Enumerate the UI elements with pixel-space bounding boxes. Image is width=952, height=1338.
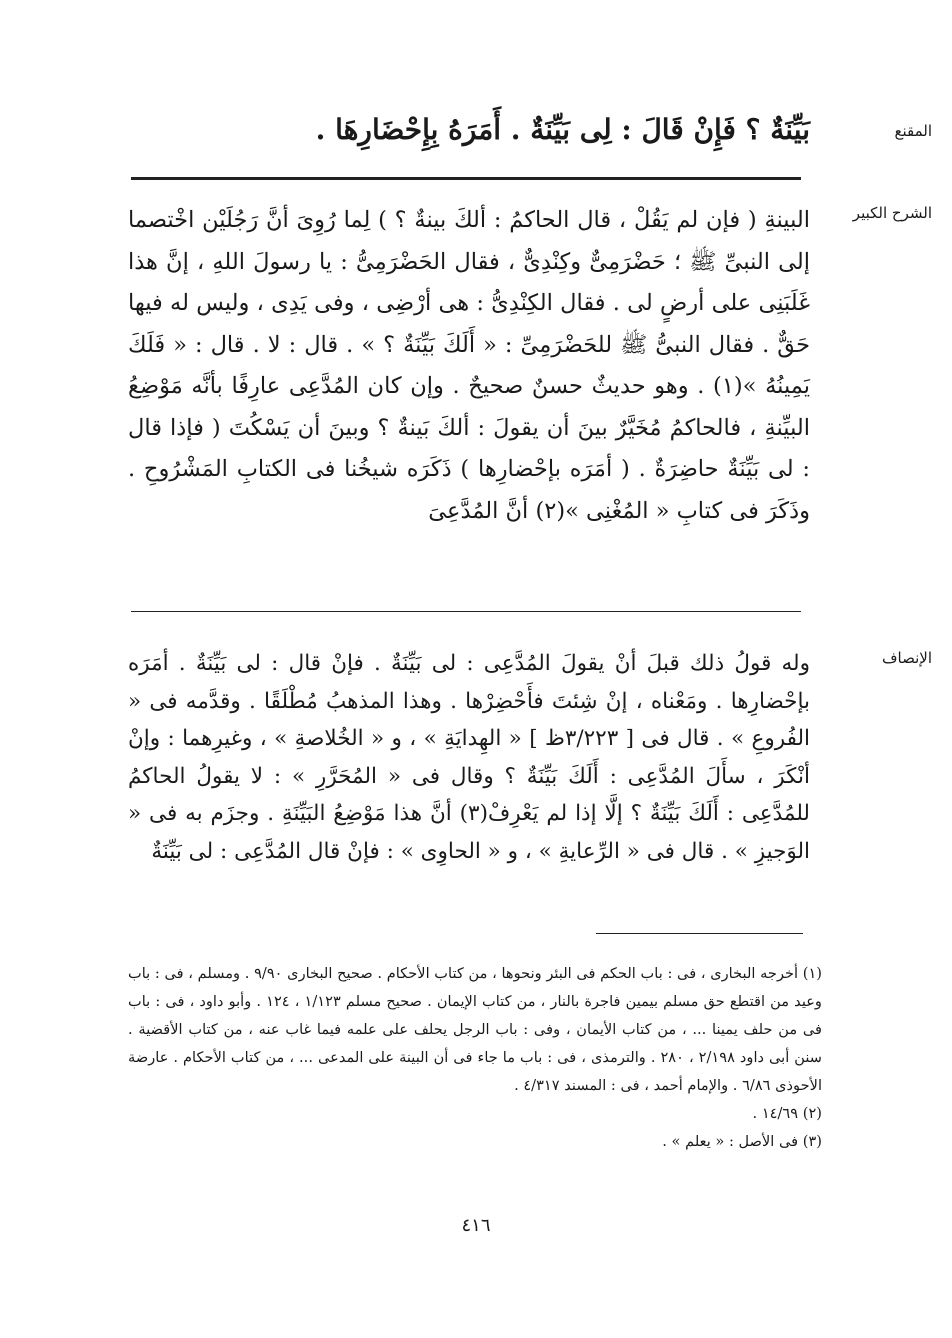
footnote-divider (596, 933, 803, 934)
muqni-text: بَيِّنَةٌ ؟ فَإِنْ قَالَ : لِى بَيِّنَةٌ . أَمَرَهُ بِإِحْضَارِهَا . (315, 113, 810, 146)
insaf-text: وله قولُ ذلك قبلَ أنْ يقولَ المُدَّعِى : لى بَيِّنَةٌ . فإنْ قال : لى بَيِّنَةٌ . أمَرَه بإحْضارِها . ومَعْناه ، إنْ شِئتَ فأَحْضِرْها . وهذا المذهبُ مُطْلَقًا . وقدَّمه فى « الفُروعِ » . قال فى [ ٣/٢٢٣ظ ] « الهِدايَةِ » ، و « الخُلاصةِ » ، وغيرِهما : وإنْ أنْكَرَ ، سأَلَ المُدَّعِى : أَلَكَ بَيِّنَةٌ ؟ وقال فى « المُحَرَّرِ » : لا يقولُ الحاكمُ للمُدَّعِى : أَلَكَ بَيِّنَةٌ ؟ إلَّا إذا لم يَعْرِفْ(٣) أنَّ هذا مَوْضِعُ البَيِّنَةِ . وجزَم به فى « الوَجيزِ » . قال فى « الرِّعايةِ » ، و « الحاوِى » : فإنْ قال المُدَّعِى : لى بَيِّنَةٌ (128, 651, 810, 864)
insaf-label: الإنصاف (881, 649, 932, 667)
section-divider-thick (131, 177, 801, 180)
section-divider (131, 611, 801, 612)
sharh-text: البينةِ ( فإن لم يَقُلْ ، قال الحاكمُ : ألكَ بينةٌ ؟ ) لِما رُوِىَ أنَّ رَجُلَيْن اخْتصما إلى النبىِّ ﷺ ؛ حَضْرَمِىٌّ وكِنْدِىٌّ ، فقال الحَضْرَمِىُّ : يا رسولَ اللهِ ، إنَّ هذا غَلَبَنِى على أرضٍ لى . فقال الكِنْدِىُّ : هى أرْضِى ، وفى يَدِى ، وليس له فيها حَقٌّ . فقال النبىُّ ﷺ للحَضْرَمِىِّ : « أَلَكَ بَيِّنَةٌ ؟ » . قال : لا . قال : « فَلَكَ يَمِينُهُ »(١) . وهو حديثٌ حسنٌ صحيحٌ . وإن كان المُدَّعِى عارِفًا بأنَّه مَوْضِعُ البيِّنةِ ، فالحاكمُ مُخَيَّرٌ بينَ أن يقولَ : ألكَ بَينةٌ ؟ وبينَ أن يَسْكُتَ ( فإذا قال : لى بَيِّنَةٌ حاضِرَةٌ . ( أمَرَه بإحْضارِها ) ذَكَرَه شيخُنا فى الكتابِ المَشْرُوحِ . وذَكَرَ فى كتابِ « المُغْنِى »(٢) أنَّ المُدَّعِىَ (128, 207, 810, 524)
footnote-2: (٢) ١٤/٦٩ . (752, 1105, 822, 1122)
footnotes (128, 960, 822, 1156)
footnote-3: (٣) فى الأصل : « يعلم » . (662, 1133, 822, 1150)
sharh-label: الشرح الكبير (852, 204, 932, 222)
muqni-section (128, 108, 932, 158)
footnote-1: (١) أخرجه البخارى ، فى : باب الحكم فى البئر ونحوها ، من كتاب الأحكام . صحيح البخارى ٩/٩٠ . ومسلم ، فى : باب وعيد من اقتطع حق مسلم بيمين فاجرة بالنار ، من كتاب الإيمان . صحيح مسلم ١/١٢٣ ، ١٢٤ . وأبو داود ، فى : باب فى من حلف يمينا ... ، من كتاب الأيمان ، وفى : باب الرجل يحلف على علمه فيما غاب عنه ، من كتاب الأقضية . سنن أبى داود ٢/١٩٨ ، ٢٨٠ . والترمذى ، فى : باب ما جاء فى أن البينة على المدعى ... ، من كتاب الأحكام . عارضة الأحوذى ٦/٨٦ . والإمام أحمد ، فى : المسند ٤/٣١٧ . (128, 965, 822, 1094)
muqni-label: المقنع (894, 122, 932, 140)
page-number: ٤١٦ (461, 1215, 491, 1236)
